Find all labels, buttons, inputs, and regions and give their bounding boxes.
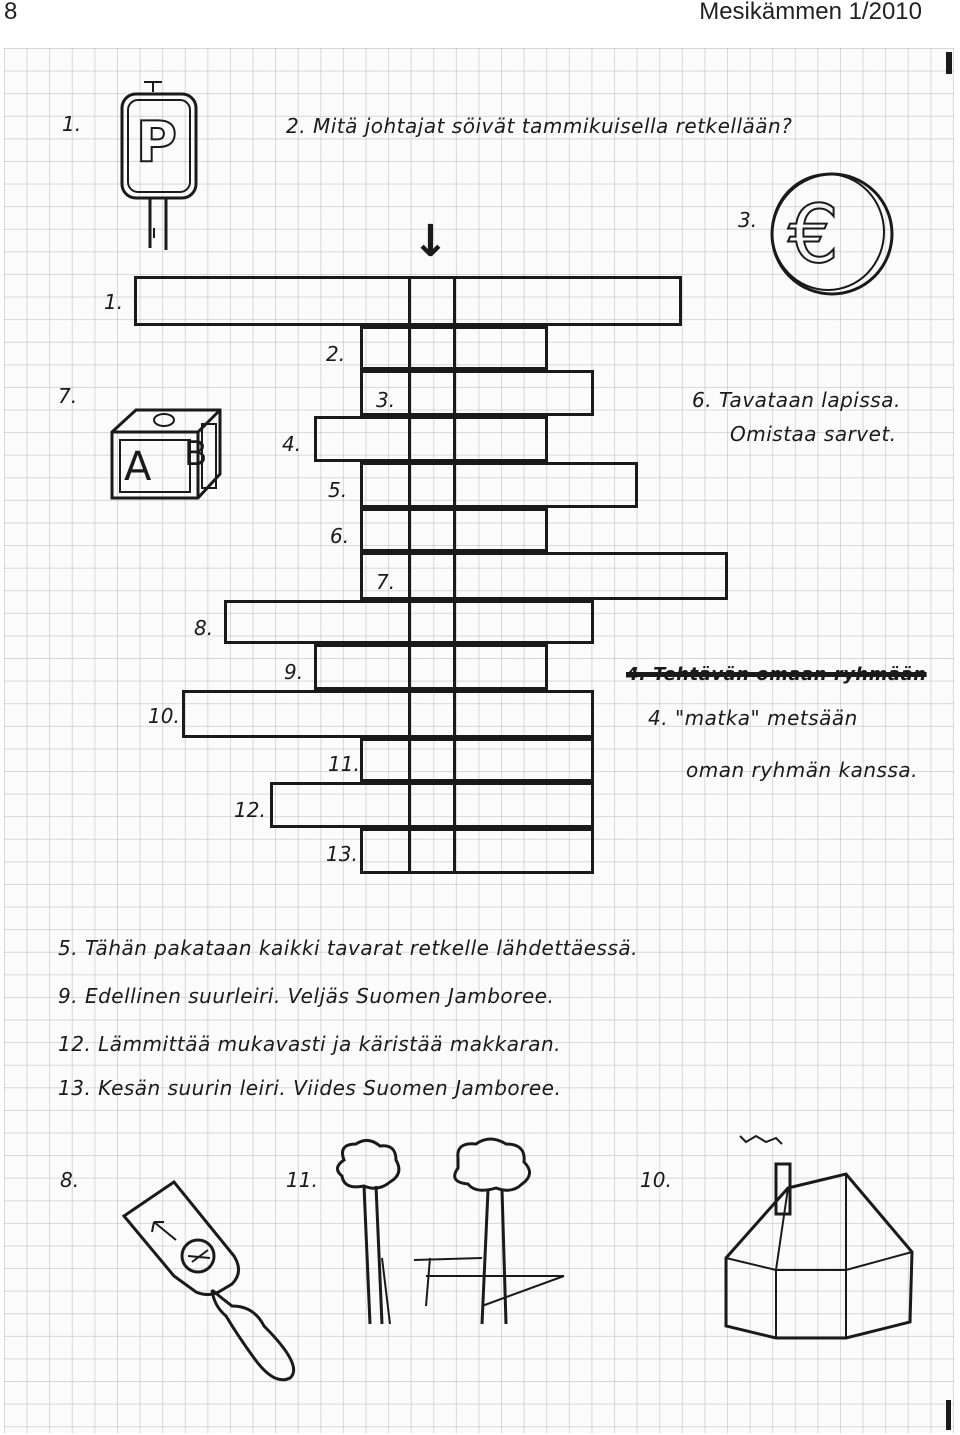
clue-4-line-1: 4. "matka" metsään [648, 706, 858, 730]
compass-icon [114, 1176, 314, 1386]
clue-6-line-2: Omistaa sarvet. [730, 422, 897, 446]
euro-symbol: € [788, 188, 839, 281]
clue-13: 13. Kesän suurin leiri. Viides Suomen Jamboree. [58, 1076, 562, 1100]
row-number-7: 7. [376, 570, 396, 594]
parking-sign-letter: P [136, 110, 178, 175]
row-number-11: 11. [328, 752, 360, 776]
clue-12: 12. Lämmittää mukavasti ja käristää makkaran. [58, 1032, 561, 1056]
clue-10-number: 10. [640, 1168, 672, 1192]
crossword-row-5[interactable] [360, 462, 638, 508]
clue-7-number: 7. [58, 384, 78, 408]
grid-paper-sheet [4, 48, 954, 1433]
crossword-row-10[interactable] [182, 690, 594, 738]
crossword-row-11[interactable] [360, 738, 594, 782]
page-header [0, 0, 960, 28]
row-number-8: 8. [194, 616, 214, 640]
block-letter-a: A [124, 444, 152, 490]
issue-title: Mesikämmen 1/2010 [699, 0, 922, 25]
kota-tent-icon [716, 1126, 916, 1346]
crossword-row-3[interactable] [360, 370, 594, 416]
row-number-3: 3. [376, 388, 396, 412]
clue-3-number: 3. [738, 208, 758, 232]
clue-4-struck: 4. Tehtävän omaan ryhmään [626, 664, 927, 685]
row-number-9: 9. [284, 660, 304, 684]
block-letter-b: B [184, 434, 208, 474]
solution-column [408, 276, 456, 874]
clue-4-line-2: oman ryhmän kanssa. [686, 758, 918, 782]
crossword-row-13[interactable] [360, 828, 594, 874]
row-number-2: 2. [326, 342, 346, 366]
clue-2: 2. Mitä johtajat söivät tammikuisella retkellään? [286, 114, 793, 138]
row-number-13: 13. [326, 842, 358, 866]
row-number-5: 5. [328, 478, 348, 502]
page-number: 8 [4, 0, 18, 25]
margin-mark-top [946, 52, 952, 74]
clue-11-number: 11. [286, 1168, 318, 1192]
row-number-10: 10. [148, 704, 180, 728]
row-number-1: 1. [104, 290, 124, 314]
clue-6-line-1: 6. Tavataan lapissa. [692, 388, 901, 412]
solution-arrow-icon: ↓ [412, 216, 449, 267]
row-number-4: 4. [282, 432, 302, 456]
row-number-12: 12. [234, 798, 266, 822]
clue-9: 9. Edellinen suurleiri. Veljäs Suomen Jamboree. [58, 984, 555, 1008]
margin-mark-bottom [946, 1400, 951, 1430]
row-number-6: 6. [330, 524, 350, 548]
clue-5: 5. Tähän pakataan kaikki tavarat retkelle lähdettäessä. [58, 936, 639, 960]
clue-1-number: 1. [62, 112, 82, 136]
forest-path-icon [330, 1138, 570, 1328]
clue-8-number: 8. [60, 1168, 80, 1192]
